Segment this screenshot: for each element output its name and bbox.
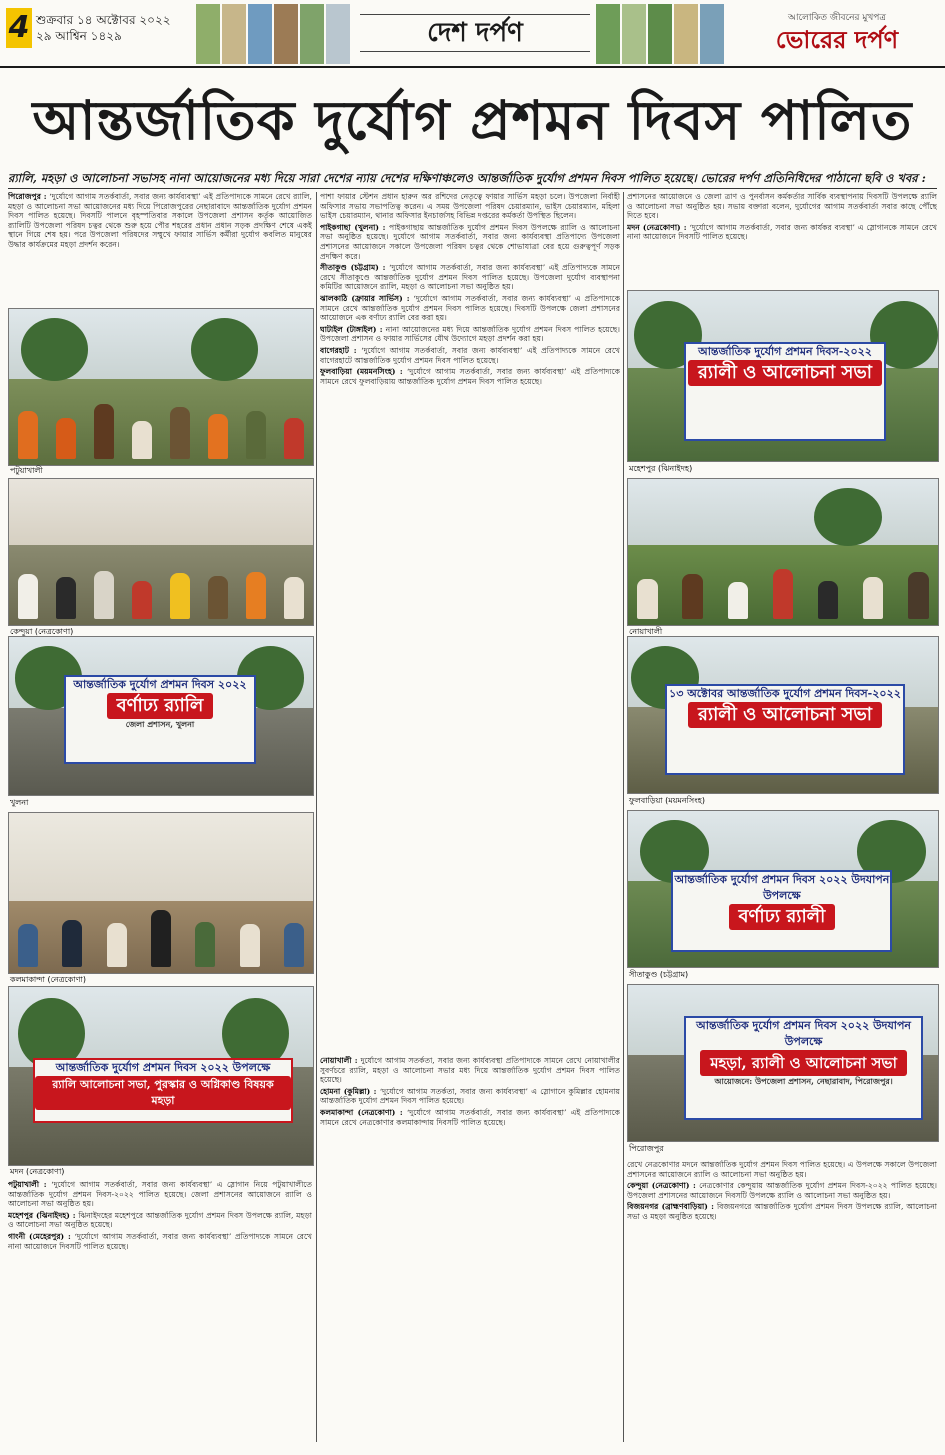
caption-madan: মদন (নেত্রকোণা) [10, 1167, 65, 1176]
story-kalmakanda: ‘দুর্যোগে আগাম সতর্কবার্তা, সবার জন্য কার্যব্যবস্থা’ এই প্রতিপাদ্যকে সামনে রেখে নেত্রকোণার কলমাকান্দায় দিবসটি পালিত হয়েছে। [320, 1107, 620, 1127]
banner-khulna [64, 675, 256, 764]
dateline-kendua: কেন্দুয়া (নেত্রকোণা) : [627, 1181, 696, 1191]
column-rule-2 [623, 192, 624, 1442]
story-sitakunda: ‘দুর্যোগে আগাম সতর্কবার্তা, সবার জন্য কার্যব্যবস্থা’ এই প্রতিপাদ্যকে সামনে রেখে সীতাকুণ্ডে আন্তর্জাতিক দুর্যোগ প্রশমন দিবস পালিত হয়েছে। উপজেলা দুর্যোগ ব্যবস্থাপনা কমিটির আয়োজনে র‍্যালি, মহড়া ও আলোচনা সভা অনুষ্ঠিত হয়। [320, 263, 620, 292]
story-paikgacha: পাইকগাছায় আন্তর্জাতিক দুর্যোগ প্রশমন দিবস উপলক্ষে র‍্যালি ও আলোচনা সভা অনুষ্ঠিত হয়েছে। দুর্যোগে আগাম সতর্কবার্তা, সবার জন্য কার্যব্যবস্থা প্রতিপাদ্যে উপজেলা প্রশাসনের আয়োজনে সকালে উপজেলা পরিষদ চত্বর থেকে শোভাযাত্রা বের হয়ে গুরুত্বপূর্ণ সড়ক প্রদক্ষিণ করে। [320, 222, 620, 261]
banner-madan-main: র‍্যালি আলোচনা সভা, পুরস্কার ও অগ্নিকাণ্ড বিষয়ক মহড়া [35, 1076, 290, 1110]
dateline-maheshpur: মহেশপুর (ঝিনাইদহ) : [8, 1210, 76, 1220]
story-pirojpur: ‘দুর্যোগে আগাম সতর্কবার্তা, সবার জন্য কার্যব্যবস্থা’ এই প্রতিপাদ্যকে সামনে রেখে র‍্যালি, মহড়া ও আলোচনা সভা আয়োজনের মধ্য দিয়ে পিরোজপুরের নেছারাবাদে আন্তর্জাতিক দুর্যোগ প্রশমন দিবস পালিত হয়েছে। দিবসটি পালনে বৃহস্পতিবার সকালে উপজেলা প্রশাসন কর্তৃক আয়োজিত র‍্যালিটি উপজেলা পরিষদ চত্বর থেকে শুরু হয়ে পৌর শহরের প্রধান প্রধান সড়ক প্রদক্ষিণ শেষে একই স্থানে গিয়ে শেষ হয়। পরে উপজেলা পরিষদের সম্মুখে ফায়ার সার্ভিস কর্মীরা দুর্যোগ কবলিত মানুষের উদ্ধার কার্যক্রমের মহড়া প্রদর্শন করেন। [8, 192, 312, 249]
page-number: 4 [6, 8, 32, 48]
dateline-paikgacha: পাইকগাছা (খুলনা) : [320, 222, 386, 232]
story-cont: পাশা ফায়ার স্টেশন প্রধান হারুন অর রশিদের নেতৃত্বে ফায়ার সার্ভিস মহড়া চলে। উপজেলা নির্বাহী অফিসার সভায় সভাপতিত্ব করেন। এ সময় উপজেলা পরিষদ চেয়ারম্যান, ভাইস চেয়ারম্যান, মহিলা ভাইস চেয়ারম্যান, থানার অফিসার ইনচার্জসহ বিভিন্ন দপ্তরের কর্মকর্তা উপস্থিত ছিলেন। [320, 192, 620, 221]
story-ghatail: নানা আয়োজনের মধ্য দিয়ে আন্তর্জাতিক দুর্যোগ প্রশমন দিবস পালিত হয়েছে। উপজেলা প্রশাসন ও ফায়ার সার্ভিসের যৌথ উদ্যোগে মহড়া প্রদর্শন করা হয়। [320, 324, 620, 344]
banner-sitakunda [671, 870, 892, 952]
logo-name: ভোরের দর্পণ [775, 25, 899, 54]
banner-maheshpur-top: আন্তর্জাতিক দুর্যোগ প্রশমন দিবস-২০২২ [698, 345, 872, 358]
story-col3-cont: প্রশাসনের আয়োজনে ও জেলা ত্রাণ ও পুনর্বাসন কর্মকর্তার সার্বিক ব্যবস্থাপনায় দিবসটি উপলক্ষে র‍্যালি ও আলোচনা সভা অনুষ্ঠিত হয়। সভায় বক্তারা বলেন, দুর্যোগের আগাম সতর্কবার্তা সবার কাছে পৌঁছে দিতে হবে। [627, 192, 937, 221]
caption-fulbaria: ফুলবাড়িয়া (ময়মনসিংহ) [629, 796, 705, 805]
banner-pirojpur-bottom: আয়োজনে: উপজেলা প্রশাসন, নেছারাবাদ, পিরোজপুর। [714, 1076, 893, 1087]
text-column-3 [627, 192, 937, 284]
dateline-noakhali: নোয়াখালী : [320, 1056, 358, 1065]
caption-maheshpur: মহেশপুর (ঝিনাইদহ) [629, 464, 693, 473]
dateline-bagerhat: বাগেরহাট : [320, 345, 357, 355]
banner-fulbaria-main: র‍্যালী ও আলোচনা সভা [688, 702, 882, 728]
dateline-fulbaria: ফুলবাড়িয়া (ময়মনসিংহ) : [320, 367, 403, 377]
story-madan: ‘দুর্যোগে আগাম সতর্কবার্তা, সবার জন্য কার্যকর ব্যবস্থা’ এ স্লোগানকে সামনে রেখে নানা আয়োজনে দিবসটি পালিত হয়েছে। [627, 222, 937, 242]
photo-noakhali [627, 478, 939, 626]
dateline-bijoynagar: বিজয়নগর (ব্রাহ্মণবাড়িয়া) : [627, 1202, 714, 1212]
page-header [0, 0, 945, 68]
photo-kendua [8, 478, 314, 626]
logo-tagline: আলোকিত জীবনের মুখপত্র [788, 13, 886, 23]
banner-khulna-top: আন্তর্জাতিক দুর্যোগ প্রশমন দিবস ২০২২ [73, 677, 247, 691]
banner-madan-top: আন্তর্জাতিক দুর্যোগ প্রশমন দিবস ২০২২ উপলক্ষে [55, 1061, 271, 1075]
dateline-ghatail: ঘাটাইল (টাঙ্গাইল) : [320, 324, 383, 334]
photo-fulbaria [627, 636, 939, 794]
story-noakhali: দুর্যোগে আগাম সতর্কতা, সবার জন্য কার্যব্যবস্থা প্রতিপাদ্যকে সামনে রেখে নোয়াখালীর সুবর্ণচরে র‍্যালি, মহড়া ও আলোচনা সভার মধ্য দিয়ে আন্তর্জাতিক দুর্যোগ প্রশমন দিবস পালিত হয়েছে। [320, 1056, 620, 1085]
text-column-2 [320, 192, 620, 1052]
date-gregorian: শুক্রবার ১৪ অক্টোবর ২০২২ [36, 13, 171, 27]
banner-madan [33, 1058, 292, 1123]
dateline-madan: মদন (নেত্রকোণা) : [627, 222, 687, 232]
banner-fulbaria [665, 684, 905, 775]
text-column-bottom-left [8, 1180, 312, 1442]
story-bijoynagar: বিজয়নগরে আন্তর্জাতিক দুর্যোগ প্রশমন দিবস উপলক্ষে র‍্যালি, আলোচনা সভা ও মহড়া অনুষ্ঠিত হয়েছে। [627, 1202, 937, 1221]
photo-maheshpur [627, 290, 939, 462]
photo-pirojpur [627, 984, 939, 1142]
dateline-homna: হোমনা (কুমিল্লা) : [320, 1086, 377, 1096]
caption-kalmakanda: কলমাকান্দা (নেত্রকোণা) [10, 975, 86, 984]
header-photo-strip-right [596, 4, 724, 64]
photo-madan [8, 986, 314, 1166]
story-patuakhali: ‘দুর্যোগে আগাম সতর্কবার্তা, সবার জন্য কার্যব্যবস্থা’ এ স্লোগান নিয়ে পটুয়াখালীতে আন্তর্জাতিক দুর্যোগ প্রশমন দিবস-২০২২ পালিত হয়েছে। জেলা প্রশাসনের আয়োজনে র‍্যালি ও আলোচনা সভা অনুষ্ঠিত হয়। [8, 1180, 312, 1209]
caption-noakhali: নোয়াখালী [629, 627, 663, 636]
section-title: দেশ দর্পণ [360, 14, 590, 52]
caption-pirojpur: পিরোজপুর [629, 1144, 664, 1153]
article-intro: র‍্যালি, মহড়া ও আলোচনা সভাসহ নানা আয়োজনের মধ্য দিয়ে সারা দেশের ন্যায় দেশের দক্ষিণাঞ্চলেও আন্তর্জাতিক দুর্যোগ প্রশমন দিবস পালিত হয়েছে। ভোরের দর্পণ প্রতিনিধিদের পাঠানো ছবি ও খবর : [8, 170, 937, 189]
story-madan-cont: রেখে নেত্রকোণার মদনে আন্তর্জাতিক দুর্যোগ প্রশমন দিবস পালিত হয়েছে। এ উপলক্ষে সকালে উপজেলা প্রশাসনের আয়োজনে র‍্যালি ও আলোচনা সভা অনুষ্ঠিত হয়। [627, 1160, 937, 1179]
date-bengali: ২৯ আশ্বিন ১৪২৯ [36, 29, 122, 43]
date-block [36, 12, 171, 44]
banner-khulna-main: বর্ণাঢ্য র‍্যালি [107, 693, 214, 719]
banner-fulbaria-top: ১৩ অক্টোবর আন্তর্জাতিক দুর্যোগ প্রশমন দিবস-২০২২ [669, 686, 901, 700]
column-rule [316, 192, 317, 1442]
banner-pirojpur [684, 1016, 924, 1120]
text-column-bottom-right [627, 1160, 937, 1442]
dateline-patuakhali: পটুয়াখালী : [8, 1180, 47, 1189]
dateline-jhalakathi: ঝালকাঠি (ফ্রায়ার সার্ভিস) : [320, 293, 410, 303]
photo-sitakunda [627, 810, 939, 968]
dateline-kalmakanda: কলমাকান্দা (নেত্রকোণা) : [320, 1107, 403, 1117]
dateline-sitakunda: সীতাকুণ্ড (চট্টগ্রাম) : [320, 263, 386, 273]
headline: আন্তর্জাতিক দুর্যোগ প্রশমন দিবস পালিত [32, 88, 913, 152]
banner-maheshpur-main: র‍্যালী ও আলোচনা সভা [688, 360, 882, 386]
story-bagerhat: ‘দুর্যোগে আগাম সতর্কবার্তা, সবার জন্য কার্যব্যবস্থা’ এই প্রতিপাদ্যকে সামনে রেখে বাগেরহাটে আন্তর্জাতিক দুর্যোগ প্রশমন দিবস পালিত হয়েছে। [320, 345, 620, 365]
dateline-pirojpur: পিরোজপুর : [8, 192, 47, 201]
story-homna: ‘দুর্যোগে আগাম সতর্কতা, সবার জন্য কার্যব্যবস্থা’ এ স্লোগানে কুমিল্লার হোমনায় আন্তর্জাতিক দুর্যোগ প্রশমন দিবস পালিত হয়েছে। [320, 1086, 620, 1106]
banner-khulna-bottom: জেলা প্রশাসন, খুলনা [125, 718, 195, 729]
dateline-gangni: গাংনী (মেহেরপুর) : [8, 1231, 71, 1241]
text-column-bottom-mid [320, 1056, 620, 1442]
story-maheshpur: ঝিনাইদহের মহেশপুরে আন্তর্জাতিক দুর্যোগ প্রশমন দিবস উপলক্ষে র‍্যালি, মহড়া ও আলোচনা সভা অনুষ্ঠিত হয়েছে। [8, 1210, 312, 1230]
banner-maheshpur [684, 342, 886, 441]
newspaper-logo [737, 10, 937, 56]
header-photo-strip-left [196, 4, 350, 64]
story-jhalakathi: ‘দুর্যোগে আগাম সতর্কবার্তা, সবার জন্য কার্যব্যবস্থা’ এ প্রতিপাদ্যকে সামনে রেখে আন্তর্জাতিক দুর্যোগ প্রশমন দিবস পালিত হয়েছে। দিবসটি উপলক্ষে জেলা প্রশাসনের আয়োজনে এক বর্ণাঢ্য র‍্যালি বের করা হয়। [320, 293, 620, 323]
photo-khulna [8, 636, 314, 796]
story-kendua: নেত্রকোণার কেন্দুয়ায় আন্তর্জাতিক দুর্যোগ প্রশমন দিবস-২০২২ পালিত হয়েছে। উপজেলা প্রশাসনের আয়োজনে দিবসটি উপলক্ষে র‍্যালি ও আলোচনা সভা অনুষ্ঠিত হয়। [627, 1181, 937, 1200]
banner-sitakunda-top: আন্তর্জাতিক দুর্যোগ প্রশমন দিবস ২০২২ উদযাপন উপলক্ষে [674, 873, 890, 903]
photo-kalmakanda [8, 812, 314, 974]
text-column-1 [8, 192, 312, 304]
caption-patuakhali: পটুয়াখালী [10, 466, 43, 475]
caption-kendua: কেন্দুয়া (নেত্রকোণা) [10, 627, 74, 636]
banner-pirojpur-top: আন্তর্জাতিক দুর্যোগ প্রশমন দিবস ২০২২ উদযাপন উপলক্ষে [696, 1019, 912, 1049]
photo-patuakhali [8, 308, 314, 466]
banner-pirojpur-main: মহড়া, র‍্যালী ও আলোচনা সভা [700, 1050, 907, 1076]
story-gangni: ‘দুর্যোগে আগাম সতর্কবার্তা, সবার জন্য কার্যব্যবস্থা’ প্রতিপাদ্যকে সামনে রেখে নানা আয়োজনে দিবসটি পালিত হয়েছে। [8, 1231, 312, 1251]
caption-sitakunda: সীতাকুণ্ড (চট্টগ্রাম) [629, 970, 689, 979]
banner-sitakunda-main: বর্ণাঢ্য র‍্যালী [729, 904, 836, 930]
story-fulbaria: ‘দুর্যোগে আগাম সতর্কবার্তা, সবার জন্য কার্যব্যবস্থা’ এই প্রতিপাদ্যকে সামনে রেখে ফুলবাড়িয়ায় আন্তর্জাতিক দুর্যোগ প্রশমন দিবস পালিত হয়েছে। [320, 367, 620, 386]
caption-khulna: খুলনা [10, 798, 29, 807]
